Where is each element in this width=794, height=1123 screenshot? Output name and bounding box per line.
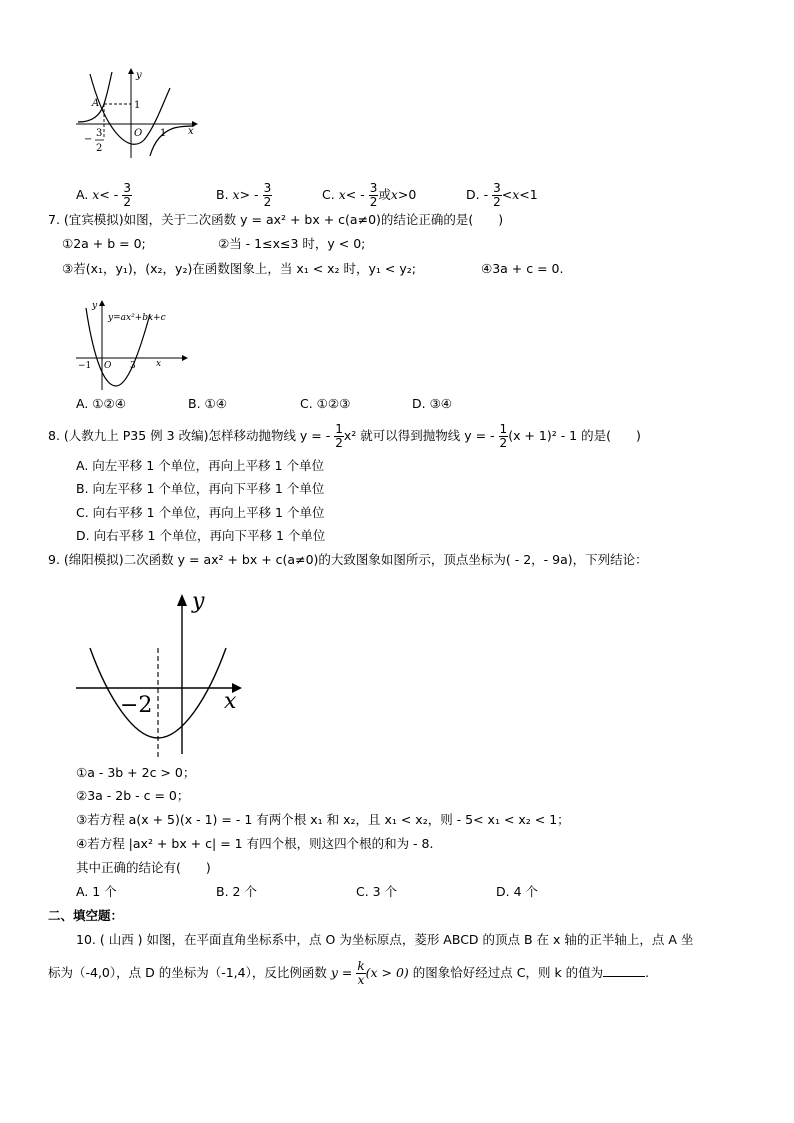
fig6-minus: − (84, 134, 93, 145)
fig6-origin: O (134, 128, 143, 139)
fig7-x-label: x (156, 359, 162, 369)
q9-option-b[interactable]: B. 2 个 (216, 884, 257, 899)
q9-option-d[interactable]: D. 4 个 (496, 884, 538, 899)
q6-option-a[interactable]: A. x< - $\frac{3}{2}$ (76, 181, 131, 209)
fig6-point-a: A (92, 98, 100, 109)
q6-b-fraction: $\frac{3}{2}$ (263, 181, 272, 209)
q7-option-a[interactable]: A. ①②④ (76, 396, 126, 411)
q9-option-a[interactable]: A. 1 个 (76, 884, 117, 899)
q7-statement-4: ④3a + c = 0. (481, 261, 564, 276)
fig9-minus-two: −2 (120, 693, 153, 718)
fig7-origin: O (104, 361, 112, 371)
fig7-y-label: y (92, 301, 98, 311)
q7-stem: 7. (宜宾模拟)如图，关于二次函数 y = ax² + bx + c(a≠0)的结论正确的是( ) (48, 212, 504, 227)
q9-stem: 9. (绵阳模拟)二次函数 y = ax² + bx + c(a≠0)的大致图象如图所示，顶点坐标为( - 2，- 9a)，下列结论： (48, 552, 648, 567)
q7-graph (72, 296, 192, 390)
fig7-three: 3 (130, 361, 136, 371)
fig9-x-label: x (224, 689, 237, 714)
q8-fraction-2: $\frac{1}{2}$ (499, 422, 508, 450)
fig6-y-label: y (136, 70, 142, 81)
q9-question: 其中正确的结论有( ) (76, 860, 211, 875)
q8-option-b[interactable]: B. 向左平移 1 个单位，再向下平移 1 个单位 (76, 481, 325, 496)
fig7-formula: y=ax²+bx+c (108, 313, 166, 323)
q7-option-c[interactable]: C. ①②③ (300, 396, 351, 411)
q6-a-fraction: $\frac{3}{2}$ (123, 181, 131, 209)
q7-statement-2: ②当 - 1≤x≤3 时，y < 0; (218, 236, 366, 251)
fig6-three: 3 (96, 128, 103, 139)
q9-statement-1: ①a - 3b + 2c > 0； (76, 765, 196, 780)
q9-graph (72, 586, 252, 758)
q8-option-a[interactable]: A. 向左平移 1 个单位，再向上平移 1 个单位 (76, 458, 325, 473)
q9-statement-3: ③若方程 a(x + 5)(x - 1) = - 1 有两个根 x₁ 和 x₂，且 x₁ < x₂，则 - 5< x₁ < x₂ < 1； (76, 812, 570, 827)
fig9-y-label: y (192, 589, 205, 614)
q6-c-fraction: $\frac{3}{2}$ (369, 181, 378, 209)
q10-line-1: 10. ( 山西 ) 如图，在平面直角坐标系中，点 O 为坐标原点，菱形 ABCD 的顶点 B 在 x 轴的正半轴上，点 A 坐 (76, 932, 694, 947)
q9-option-c[interactable]: C. 3 个 (356, 884, 398, 899)
q8-stem: 8. (人教九上 P35 例 3 改编)怎样移动抛物线 y = - $\frac{1}{2}$ x² 就可以得到抛物线 y = - $\frac{1}{2}$ (x + 1)² - 1 的是( ) (48, 422, 641, 450)
q6-d-fraction: $\frac{3}{2}$ (493, 181, 501, 209)
q9-statement-2: ②3a - 2b - c = 0； (76, 788, 190, 803)
q10-answer-blank[interactable] (603, 964, 645, 977)
q6-option-b[interactable]: B. x> - $\frac{3}{2}$ (216, 181, 272, 209)
q6-graph (70, 66, 200, 158)
q8-fraction-1: $\frac{1}{2}$ (335, 422, 343, 450)
q6-option-c[interactable]: C. x< - $\frac{3}{2}$ 或x>0 (322, 181, 417, 209)
section-fill-in-title: 二、填空题： (48, 908, 124, 923)
q10-fraction: $\frac{k}{x}$ (357, 959, 365, 987)
q8-option-c[interactable]: C. 向右平移 1 个单位，再向上平移 1 个单位 (76, 505, 325, 520)
q7-option-b[interactable]: B. ①④ (188, 396, 227, 411)
fig6-x-label: x (188, 126, 194, 137)
fig6-two: 2 (96, 143, 103, 154)
q7-statement-3: ③若(x₁，y₁)，(x₂，y₂)在函数图象上，当 x₁ < x₂ 时，y₁ < y₂; (62, 261, 416, 276)
fig6-one-x: 1 (160, 128, 167, 139)
q6-option-d[interactable]: D. - $\frac{3}{2}$ <x<1 (466, 181, 538, 209)
q10-line-2: 标为（-4,0），点 D 的坐标为（-1,4），反比例函数 y = $\frac{k}{x}$ (x > 0) 的图象恰好经过点 C，则 k 的值为 . (48, 959, 650, 987)
q9-statement-4: ④若方程 |ax² + bx + c| = 1 有四个根，则这四个根的和为 - 8. (76, 836, 434, 851)
q7-statement-1: ①2a + b = 0; (62, 236, 146, 251)
fig7-minus-one: −1 (78, 361, 92, 371)
fig6-one-y: 1 (134, 100, 141, 111)
q7-option-d[interactable]: D. ③④ (412, 396, 452, 411)
q8-option-d[interactable]: D. 向右平移 1 个单位，再向下平移 1 个单位 (76, 528, 326, 543)
